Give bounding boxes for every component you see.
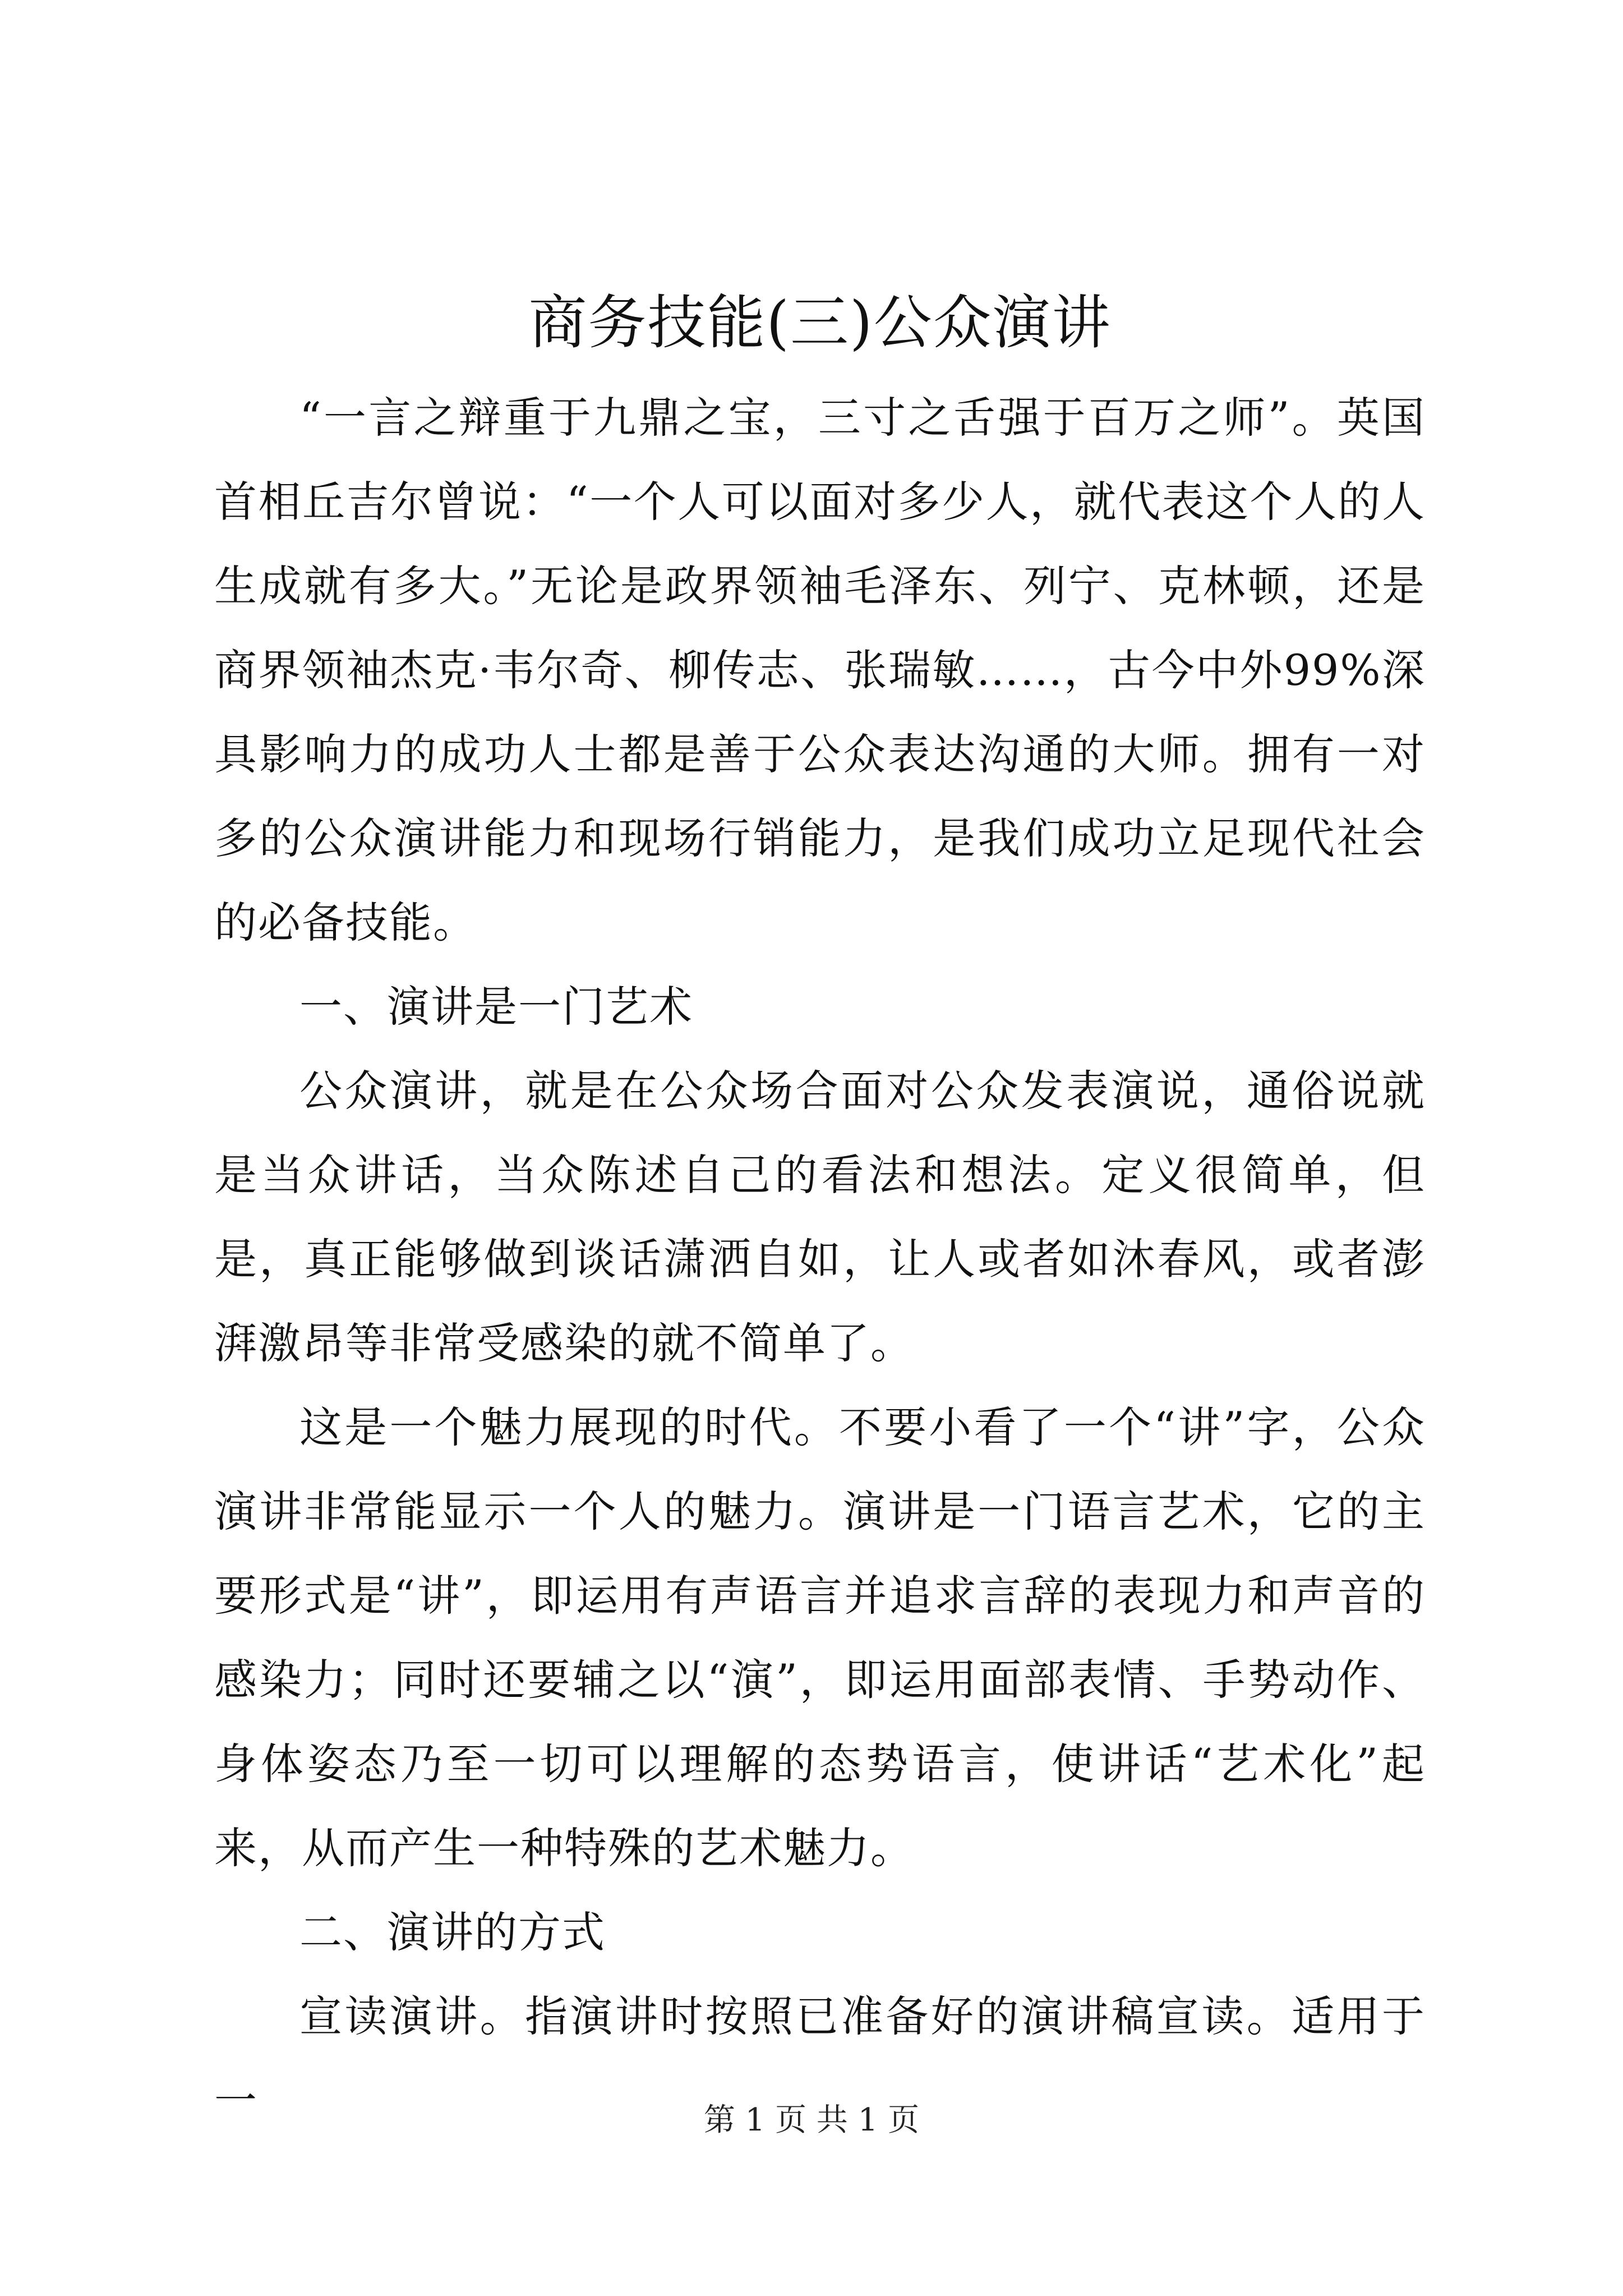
paragraph-intro: “一言之辩重于九鼎之宝，三寸之舌强于百万之师”。英国首相丘吉尔曾说：“一个人可以面对多少人，就代表这个人的人生成就有多大。”无论是政界领袖毛泽东、列宁、克林顿，还是商界领袖杰克·韦尔奇、柳传志、张瑞敏……，古今中外99%深具影响力的成功人士都是善于公众表达沟通的大师。拥有一对多的公众演讲能力和现场行销能力，是我们成功立足现代社会的必备技能。 (214, 393, 1426, 947)
paragraph-charm: 这是一个魅力展现的时代。不要小看了一个“讲”字，公众演讲非常能显示一个人的魅力。演讲是一门语言艺术，它的主要形式是“讲”，即运用有声语言并追求言辞的表现力和声音的感染力；同时还要辅之以“演”，即运用面部表情、手势动作、身体姿态乃至一切可以理解的态势语言，使讲话“艺术化”起来，从而产生一种特殊的艺术魅力。 (214, 1402, 1426, 1873)
paragraph-definition: 公众演讲，就是在公众场合面对公众发表演说，通俗说就是当众讲话，当众陈述自己的看法和想法。定义很简单，但是，真正能够做到谈话潇洒自如，让人或者如沐春风，或者澎湃激昂等非常受感染的就不简单了。 (214, 1066, 1426, 1368)
section-heading-methods: 二、演讲的方式 (299, 1907, 606, 1957)
document-body (214, 280, 1426, 2143)
document-title: 商务技能(三)公众演讲 (528, 288, 1112, 357)
page-footer: 第 1 页 共 1 页 (703, 2102, 920, 2138)
paragraph-reading-speech: 宣读演讲。指演讲时按照已准备好的演讲稿宣读。适用于一 (214, 1991, 1426, 2125)
section-heading-art: 一、演讲是一门艺术 (299, 982, 693, 1032)
